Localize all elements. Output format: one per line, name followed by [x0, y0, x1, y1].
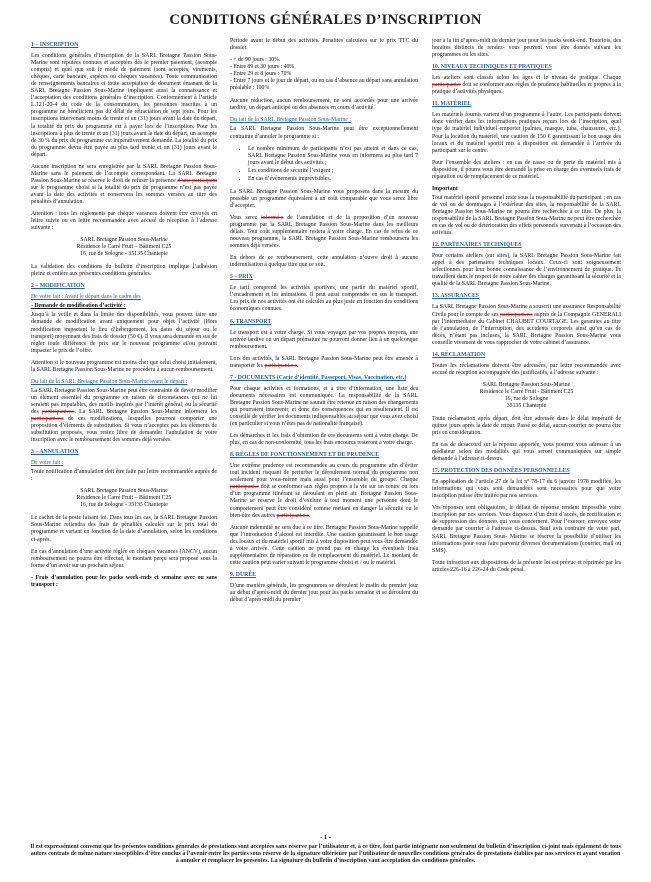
section-heading-annulation: 3 – ANNULATION — [31, 449, 79, 456]
paragraph: jour à la fin d’après-midi du dernier jour pour les packs week-end. Toutefois, des horaires distincts de rendez- vous peuvent vous être donnés suivant les programmes ou les sites. — [432, 38, 621, 59]
paragraph: Aucune réduction, aucun remboursement, ne sont accordés pour une arrivée tardive, un départ anticipé ou des absences en cours d’activité. — [230, 98, 418, 112]
paragraph: Le tarif comprend les activités sportives, une partie du matériel sportif, l’encadrement et les animations. Il peut aussi comprendre en sus le transport. Les prix de nos activités ont été calculés au plus juste en fonction des conditions économiques connues. — [230, 285, 418, 313]
paragraph: Les matériels fournis varient d’un programme à l’autre. Les participants doivent donc vérifier dans les informations pratiques reçues lors de l’inscription, quel type de matériel individuel emporter (palmes, masque, tuba, chaussures, etc.). Pour la location du matériel, une caution de 150 € garantissant le bon usage des locaux et du matériel sportif mis à disposition est demandée à l’arrivée du participant sur le centre. — [432, 112, 621, 154]
paragraph: Les démarches et les frais d’obtention de ces documents sont à votre charge. De plus, en cas de non-conformité, tous les frais encourus resteront à votre charge. — [230, 433, 418, 447]
column-2 — [230, 38, 418, 828]
paragraph: Pour certains ateliers (sur sites), la SARL Bretagne Passion Sous-Marine fait appel à des partenaires techniques locaux. Ceux-ci sont soigneusement sélectionnés pour leur bonne connaissance de l’environnement de pratique. Ils travaillent dans le respect de notre cahier des charges garantissant la sécurité et la qualité de la SARL Bretagne Passion Sous-Marine. — [432, 253, 621, 288]
section-heading-modification: 2 – MODIFICATION — [31, 283, 85, 290]
paragraph: En cas de désaccord sur la réponse apportée, vous pourrez vous adresser à un médiateur selon des modalités qui vous seront communiquées sur simple demande à l’adresse ci-dessus. — [432, 442, 621, 463]
paragraph: Toute notification d’annulation doit être faite par lettre recommandée auprès de : — [31, 469, 217, 483]
paragraph: En cas d’annulation d’une activité réglée en chèques vacances (ANCV), aucun remboursement ne pourra être effectué, le montant perçu sera proposé sous la forme d’un avoir sur un prochain séjour. — [31, 548, 217, 569]
section-heading-transport: 6. TRANSPORT — [230, 318, 272, 325]
address-line: SARL Bretagne Passion Sous-Marine — [80, 488, 168, 495]
struck-text: participant.e.s — [31, 416, 64, 423]
penalty-rates — [230, 57, 418, 92]
rate-line: - Entre 89 et 30 jours : 40% — [230, 64, 295, 71]
struck-text: participant.e.s — [41, 408, 75, 415]
paragraph: Jusqu’à la veille et dans la limite des disponibilités, vous pouvez faire une demande de modification avant uniquement pour objet l’activité (Hors modification impactant le lieu d’hébergement, les dates du séjour ou le transport) moyennant des frais de dossier (50 €). Il vous sera demandé en sus de régler toute différence de prix sur le nouveau programme et/ou pouvant impacter le prix de l’offre. — [31, 312, 217, 354]
section-heading-documents: 7 - DOCUMENTS (Carte d’identité, Passeport, Visas, Vaccination, etc.) — [230, 374, 407, 381]
address-line: Résidence le Carré Fruit - Bâtiment C25 — [479, 388, 574, 395]
struck-text: d’une participant — [177, 177, 217, 184]
paragraph: Toute réclamation après départ, doit être adressée dans le délai impératif de quinze jours après la date de retour. Passé ce délai, aucun courrier ne pourra être pris en considération. — [432, 415, 621, 436]
struck-text: informé.e — [261, 214, 284, 221]
conditions-list — [240, 146, 418, 183]
subheading: De votre fait : Avant le départ dans le cadre des — [31, 294, 141, 301]
subheading: Du fait de la SARL Bretagne Passion Sous-Marine : — [230, 117, 351, 124]
address-line: SARL Bretagne Passion Sous-Marine — [80, 237, 168, 244]
section-heading-assurances: 13. ASSURANCES — [432, 293, 480, 300]
paragraph: Attention : tous les règlements par chèque vacances doivent être envoyés en lettre suivie ou en lettre recommandée avec accusé de réception à l’adresse suivante : — [31, 211, 217, 232]
paragraph: D’une manière générale, les programmes se déroulent le matin du premier jour au début d’après-midi du dernier jour pour les packs semaine et se déroulent du début d’après-midi du premier — [230, 582, 418, 604]
section-heading-reclamation: 14. RÉCLAMATION — [432, 351, 486, 358]
paragraph: En dehors de ce remboursement, cette annulation n’ouvre droit à aucune indemnisation à quelque titre que ce soit. — [230, 255, 418, 269]
struck-text: participant.e.s — [264, 362, 297, 369]
address-line: 16, rue de Sologne - 35135 Chantepie — [80, 251, 168, 258]
paragraph: Pour chaque activités et formations, et à titre d’information, une liste des documents nécessaires est communiquée. La responsabilité de la SARL Bretagne Passion Sous-Marine ne saurait être retenue en raison des changements qui pourraient intervenir, et donc des conséquences qui en résulteraient. Il est conseillé de vérifier les documents indispensables au séjour que vous avez choisi (en particulier si vous n’êtes pas de nationalité française). — [230, 385, 418, 428]
bold-heading: Important — [432, 185, 458, 192]
subheading: Du fait de la SARL Bretagne Passion Sous-Marine avant le départ : — [31, 378, 188, 385]
paragraph: Une extrême prudence est recommandée au cours du programme afin d’éviter tout incident risquant de perturber le déroulement normal du programme non seulement pour vous-même mais aussi pour l’ensemble du groupe. Chaque participant.e doit se conformer aux règles propres à la vie sur un centre ou lors d’un programme itinérant se déroulant en plein air. Bretagne Passion Sous-Marine se réserve le droit d’exclure à tout moment une personne dont le comportement peut être considéré comme mettant en danger la sécurité ou le bien-être des autres participant.e.s. — [230, 463, 418, 519]
address-line: Résidence le Carré Fruit – Bâtiment C25 — [76, 244, 172, 251]
paragraph: Le cachet de la poste faisant foi. Dans tous les cas, la SARL Bretagne Passion Sous-Marine retiendra des frais de pénalités calculés sur le prix total du programme et variant en fonction de la date d’annulation, selon les conditions ci-après. — [31, 515, 217, 543]
section-heading-materiel: 11. MATÉRIEL — [432, 101, 472, 108]
paragraph: Vos réponses sont obligatoires, le défaut de réponse rendant impossible votre inscription par nos services. Vous disposez d’un droit d’accès, de rectification et de suppression des données qui vous concernent. Pour l’exercer, envoyez votre demande par courrier à l’adresse ci-dessus. Sauf avis contraire de votre part, SARL Bretagne Passion Sous- Marine se réserve la possibilité d’utiliser les informations pour vous faire parvenir diverses documentations (courrier, mail ou SMS). — [432, 505, 621, 554]
paragraph: Aucune indemnité ne sera due à ce titre. Bretagne Passion Sous-Marine rappelle que l’introduction d’alcool est interdite. Une caution garantissant le bon usage des locaux et du matériel sportif mis à votre disposition peut vous être demandée à votre arrivée. Cette caution ne prend pas en charge les éventuels frais supplémentaires de réparation ou de remplacement du matériel. Le montant de cette caution peut varier suivant le programme choisi et / ou le matériel. — [230, 524, 418, 566]
struck-text: participant.e.s — [500, 311, 533, 318]
list-item: • En cas d’événements imprévisibles. — [248, 176, 418, 183]
section-heading-partenaires: 12. PARTENAIRES TECHNIQUES — [432, 242, 522, 249]
paragraph: Période avant le début des activités. Pénalités calculées sur le prix TTC du dossier. — [230, 38, 418, 52]
paragraph: La SARL Bretagne Passion Sous-Marine peut être contrainte de devoir modifier un élément essentiel du programme en raison de circonstances qui ne lui seraient pas imputables, des motifs inspirés par l’intérêt général, ou la sécurité des participant.e.s. La SARL Bretagne Passion Sous-Marine informera les participant.e.s de ces modifications, lesquelles pourront comporter une proposition d’éléments de substitution. Si vous n’acceptez pas les éléments de substitution proposés, vous restez libre de demander l’annulation de votre inscription avec le remboursement des sommes déjà versées. — [31, 387, 217, 444]
section-heading-inscription: 1 – INSCRIPTION — [31, 42, 79, 48]
document-title: CONDITIONS GÉNÉRALES D’INSCRIPTION — [169, 12, 482, 28]
paragraph: Aucune inscription ne sera enregistrée par la SARL Bretagne Passion Sous-Marine sans le paiement de l’acompte correspondant. La SARL Bretagne Passion Sous-Marine se réserve le droit de refuser la présence d’une participant sur le programme choisi si la totalité du prix du programme n’est pas payée avant la date des activités et conservera les sommes versées au titre des pénalités d’annulation. — [31, 163, 217, 205]
page-number: - 1 - — [320, 834, 331, 841]
column-1 — [31, 38, 217, 828]
paragraph: Vous serez informé.e de l’annulation et de la proposition d’un nouveau programme par la SARL Bretagne Passion Sous-Marine dans les meilleurs délais. Tout coût supplémentaire restera à votre charge. En cas de refus de ce nouveau programme, la SARL Bretagne Passion Sous-Marine remboursera les sommes déjà versées. — [230, 214, 418, 250]
paragraph: Pour l’ensemble des ateliers : en cas de casse ou de perte du matériel mis à disposition, il pourra vous être demandé la prise en charge des éventuels frais de réparation ou de remplacement de ce matériel. — [432, 159, 621, 180]
paragraph: Toute infraction aux dispositions de la présente loi est prévue et réprimée par les articles 226-16 à 226-24 du Code pénal. — [432, 559, 621, 573]
columns — [31, 38, 621, 828]
bold-heading: - Frais d’annulation pour les packs week-ends et semaine avec ou sans transport : — [31, 574, 217, 588]
address-line: SARL Bretagne Passion Sous-Marine — [482, 381, 571, 388]
paragraph: La SARL Bretagne Passion Sous-Marine vous proposera dans la mesure du possible un programme équivalent à un coût comparable que vous serez libre d’accepter. — [230, 188, 418, 209]
column-3 — [432, 38, 621, 828]
address-line: 35135 Chantepie — [506, 402, 547, 409]
address-line: 16, rue de Sologne — [504, 395, 549, 402]
section-heading-niveaux: 10. NIVEAUX TECHNIQUES ET PRATIQUES — [432, 64, 552, 71]
list-item: • Le nombre minimum de participants n’est pas atteint et dans ce cas, SARL Bretagne Passion Sous-Marine vous en informera au plus tard 7 jours avant le début des activités ; — [248, 146, 418, 167]
struck-text: participant.e — [432, 82, 461, 89]
address-block — [432, 382, 621, 410]
paragraph: La SARL Bretagne Passion Sous-Marine peut être exceptionnellement contrainte d’annuler le programme si : — [230, 126, 418, 140]
section-heading-regles: 8. RÈGLES DE FONCTIONNEMENT ET DE PRUDENCE — [230, 452, 380, 459]
paragraph: Lors des activités, la SARL Bretagne Passion Sous-Marine peut être amenée à transporter les participant.e.s. — [230, 355, 418, 369]
address-line: 16, rue de Sologne - 35135 Chantepie — [80, 502, 168, 509]
paragraph: Les conditions générales d’inscription de la SARL Bretagne Passion Sous-Marine sont réputées connues et acceptées dès le premier paiement, (acompte compris) et quel que soit le mode de paiement (sont acceptés, virements, chèques, carte bancaire, espèces ou chèques vacances). Toute communication de renseignements bancaires et toute acceptation de document émanant de la SARL Bretagne Passion Sous-Marine impliquent aussi la connaissance et l’acceptation des conditions générales d’inscription. Conformément à l’article L.121-20-4 du code de la consommation, les personnes inscrites à un programme ne bénéficient pas du délai de rétractation de sept jours. Pour les inscriptions intervenant moins de trente et un (31) jours avant la date du départ, la totalité du prix du programme est à payer lors de l’inscription. Pour les inscriptions à plus de trente et un (31) jours avant la date du départ, un acompte de 30 % du prix du programme est impérativement demandé. La totalité du prix du programme devra être payée au plus tard trente et un (31) jours avant le départ. — [31, 53, 217, 158]
section-heading-donnees: 17. PROTECTION DES DONNÉES PERSONNELLES — [432, 468, 570, 475]
struck-text: participant.e.s — [276, 512, 310, 519]
paragraph: En application de l’article 27 de la loi n° 78-17 du 6 janvier 1978 modifiée, les informations qui vous sont demandées sont nécessaires pour que votre inscription puisse être traitée par nos services. — [432, 479, 621, 500]
paragraph: Toutes les réclamations doivent être adressées, par lettre recommandée avec accusé de réception accompagnée des justificatifs, à l’adresse suivante : — [432, 362, 621, 376]
paragraph: Tout matériel sportif personnel reste sous la responsabilité du participant ; en cas de vol ou de dommages à l’extérieur des sites, la responsabilité de la SARL Bretagne Passion Sous-Marine ne pourra être recherchée à ce titre. De plus, la responsabilité de la SARL Bretagne Passion Sous-Marine ne peut être recherchée en cas de vol ou de détérioration des effets personnels survenant à l’occasion des activités. — [432, 194, 621, 237]
paragraph: Attention si le nouveau programme est moins cher que celui choisi initialement, la SARL Bretagne Passion Sous-Marine ne procédera à aucun remboursement. — [31, 359, 217, 373]
footer-notice: Il est expressément convenu que les présentes conditions générales de prestations sont acceptées sans réserve par l’utilisateur et, à ce titre, font partie intégrante non seulement du bulletin d’inscription ci-joint mais également de tous autres contrats de même nature susceptibles d’être conclus à l’avenir entre les parties sous réserve de la signature ultérieure par l’utilisateur de nouvelles conditions générales de prestations établies par nos services et ayant vocation à annuler et remplacer les présentes. La signature du bulletin d’inscription vaut acceptation des conditions générales. — [30, 844, 621, 865]
list-item: • Les conditions de sécurité l’exigent ; — [248, 168, 418, 175]
address-block — [31, 237, 217, 258]
struck-text: participant.e — [230, 484, 259, 491]
rate-line: - + de 90 jours : 30%. — [230, 57, 281, 64]
section-heading-duree: 9. DURÉE — [230, 571, 257, 578]
bold-heading: - Demande de modification d’activité : — [31, 303, 126, 310]
rate-line: - Entre 29 et 8 jours : 70% — [230, 71, 292, 78]
paragraph: La SARL Bretagne Passion Sous-Marine a souscrit une assurance Responsabilité Civile pour le compte de ses participant.e.s auprès de la Compagnie GENERALI par l’intermédiaire du Cabinet CHAUBET COURTAGE. Les garanties au titre de l’annulation, de l’interruption, des accidents corporels ainsi qu’en cas de décès, n’étant pas incluses, la SARL Bretagne Passion Sous-Marine vous conseille vivement de vous rapprocher de votre cabinet d’assurance. — [432, 304, 621, 346]
rate-line: - Entre 7 jours et le jour de départ, ou en cas d’absence au départ sans annulation préalable : 100% — [230, 78, 418, 92]
address-block — [31, 488, 217, 509]
paragraph: Le transport est à votre charge. Si vous voyagez par vos propres moyens, une arrivée tardive ou un départ prématuré ne pourront donner lieu à un quelconque remboursement. — [230, 329, 418, 350]
paragraph: Les ateliers sont classés selon les âges et le niveau de pratique. Chaque participant.e doit se conformer aux règles de prudence habituelles et propres à la pratique d’activités physiques. — [432, 75, 621, 96]
subheading: De votre fait : — [31, 460, 64, 467]
section-heading-prix: 5 – PRIX — [230, 274, 253, 281]
paragraph: La validation des conditions du bulletin d’inscription implique l’adhésion pleine et entière aux présentes conditions générales. — [31, 264, 217, 278]
address-line: Résidence le Carré Fruit – Bâtiment C25 — [76, 495, 172, 502]
